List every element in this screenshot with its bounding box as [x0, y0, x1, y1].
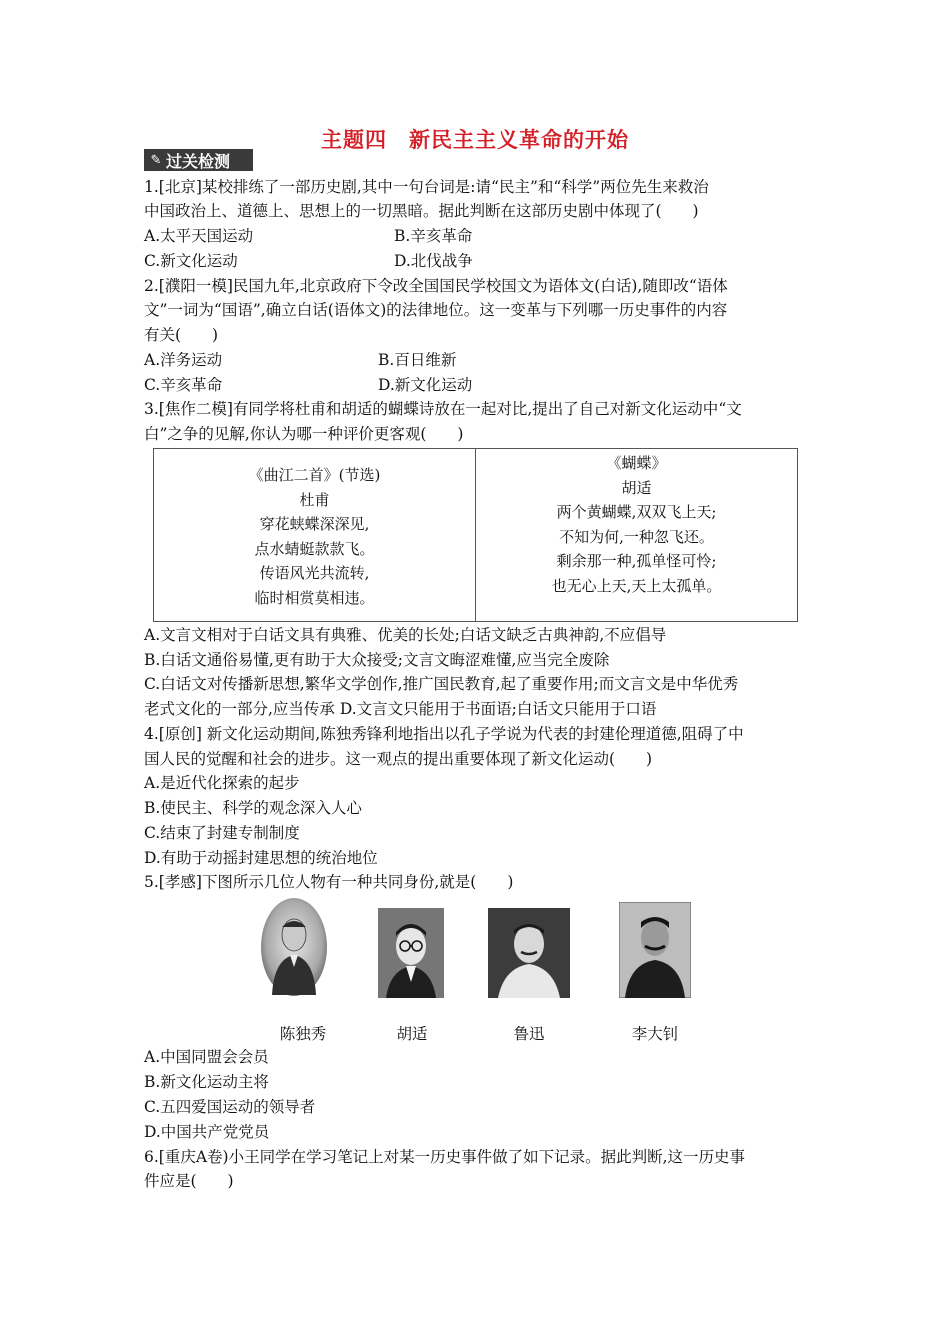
q4-stem-line-2: 国人民的觉醒和社会的进步。这一观点的提出重要体现了新文化运动( ) [144, 750, 653, 768]
q3-option-c: C.白话文对传播新思想,繁华文学创作,推广国民教育,起了重要作用;而文言文是中华优秀 [144, 675, 739, 693]
poem-comparison-table [153, 448, 798, 622]
poem-line: 剩余那一种,孤单怪可怜; [556, 552, 717, 570]
q4-stem-line-1: 4.[原创] 新文化运动期间,陈独秀锋利地指出以孔子学说为代表的封建伦理道德,阻碍了中 [144, 725, 744, 743]
caption-li-dazhao: 李大钊 [631, 1025, 679, 1043]
poem-title: 《蝴蝶》 [606, 454, 667, 472]
portrait-hu-shi [378, 908, 444, 998]
q2-option-c: C.辛亥革命 [144, 376, 223, 394]
poem-line: 也无心上天,天上太孤单。 [551, 576, 722, 595]
poem-title: 《曲江二首》(节选) [248, 466, 381, 484]
q2-stem-line-3: 有关( ) [144, 326, 219, 344]
q3-option-c-cont: 老式文化的一部分,应当传承 D.文言文只能用于书面语;白话文只能用于口语 [144, 700, 657, 718]
q5-option-b: B.新文化运动主将 [144, 1073, 269, 1091]
caption-chen-duxiu: 陈独秀 [279, 1025, 327, 1043]
portrait-chen-duxiu [260, 897, 328, 997]
poem-line: 不知为何,一种忽飞还。 [559, 527, 714, 546]
caption-hu-shi: 胡适 [396, 1025, 428, 1043]
q2-stem-line-2: 文”一词为“国语”,确立白话(语体文)的法律地位。这一变革与下列哪一历史事件的内容 [144, 301, 728, 319]
q2-option-a: A.洋务运动 [144, 351, 223, 369]
section-badge [144, 149, 253, 171]
q4-option-a: A.是近代化探索的起步 [144, 774, 300, 792]
q4-option-d: D.有助于动摇封建思想的统治地位 [144, 849, 378, 867]
portrait-lu-xun [488, 908, 570, 998]
poem-author: 杜甫 [299, 490, 330, 509]
q2-option-d: D.新文化运动 [378, 376, 473, 394]
poem-line: 两个黄蝴蝶,双双飞上天; [556, 503, 717, 521]
q5-option-d: D.中国共产党党员 [144, 1123, 270, 1141]
q6-stem-line-2: 件应是( ) [144, 1172, 234, 1190]
q5-stem-line-1: 5.[孝感]下图所示几位人物有一种共同身份,就是( ) [144, 873, 514, 891]
q1-option-b: B.辛亥革命 [394, 227, 473, 245]
q4-option-b: B.使民主、科学的观念深入人心 [144, 799, 362, 817]
q3-option-a: A.文言文相对于白话文具有典雅、优美的长处;白话文缺乏古典神韵,不应倡导 [144, 626, 667, 644]
poem-line: 临时相赏莫相违。 [254, 588, 375, 607]
q5-option-a: A.中国同盟会会员 [144, 1048, 269, 1066]
q1-option-c: C.新文化运动 [144, 252, 238, 270]
q1-option-a: A.太平天国运动 [144, 227, 254, 245]
q1-option-d: D.北伐战争 [394, 252, 473, 270]
caption-lu-xun: 鲁迅 [513, 1025, 545, 1043]
portrait-li-dazhao [619, 902, 691, 998]
q3-stem-line-2: 白”之争的见解,你认为哪一种评价更客观( ) [144, 425, 464, 443]
poem-cell-dufu [154, 449, 476, 621]
poem-line: 穿花蛱蝶深深见, [259, 515, 370, 533]
poem-author: 胡适 [621, 478, 652, 497]
section-badge-label: 过关检测 [166, 151, 231, 171]
poem-line: 点水蜻蜓款款飞。 [254, 539, 375, 558]
poem-cell-hushi [476, 449, 797, 621]
page-title: 主题四 新民主主义革命的开始 [321, 128, 629, 152]
poem-line: 传语风光共流转, [259, 564, 370, 582]
q5-option-c: C.五四爱国运动的领导者 [144, 1098, 316, 1116]
q2-option-b: B.百日维新 [378, 351, 457, 369]
q2-stem-line-1: 2.[濮阳一模]民国九年,北京政府下令改全国国民学校国文为语体文(白话),随即改“语体 [144, 277, 728, 295]
q1-stem-line-1: 1.[北京]某校排练了一部历史剧,其中一句台词是:请“民主”和“科学”两位先生来救治 [144, 178, 709, 196]
q4-option-c: C.结束了封建专制制度 [144, 824, 300, 842]
q3-option-b: B.白话文通俗易懂,更有助于大众接受;文言文晦涩难懂,应当完全废除 [144, 651, 610, 669]
q1-stem-line-2: 中国政治上、道德上、思想上的一切黑暗。据此判断在这部历史剧中体现了( ) [144, 202, 699, 220]
q3-stem-line-1: 3.[焦作二模]有同学将杜甫和胡适的蝴蝶诗放在一起对比,提出了自己对新文化运动中“文 [144, 400, 742, 418]
pencil-ruler-icon: ✎ [150, 152, 162, 168]
q6-stem-line-1: 6.[重庆A卷)小王同学在学习笔记上对某一历史事件做了如下记录。据此判断,这一历史事 [144, 1148, 746, 1166]
